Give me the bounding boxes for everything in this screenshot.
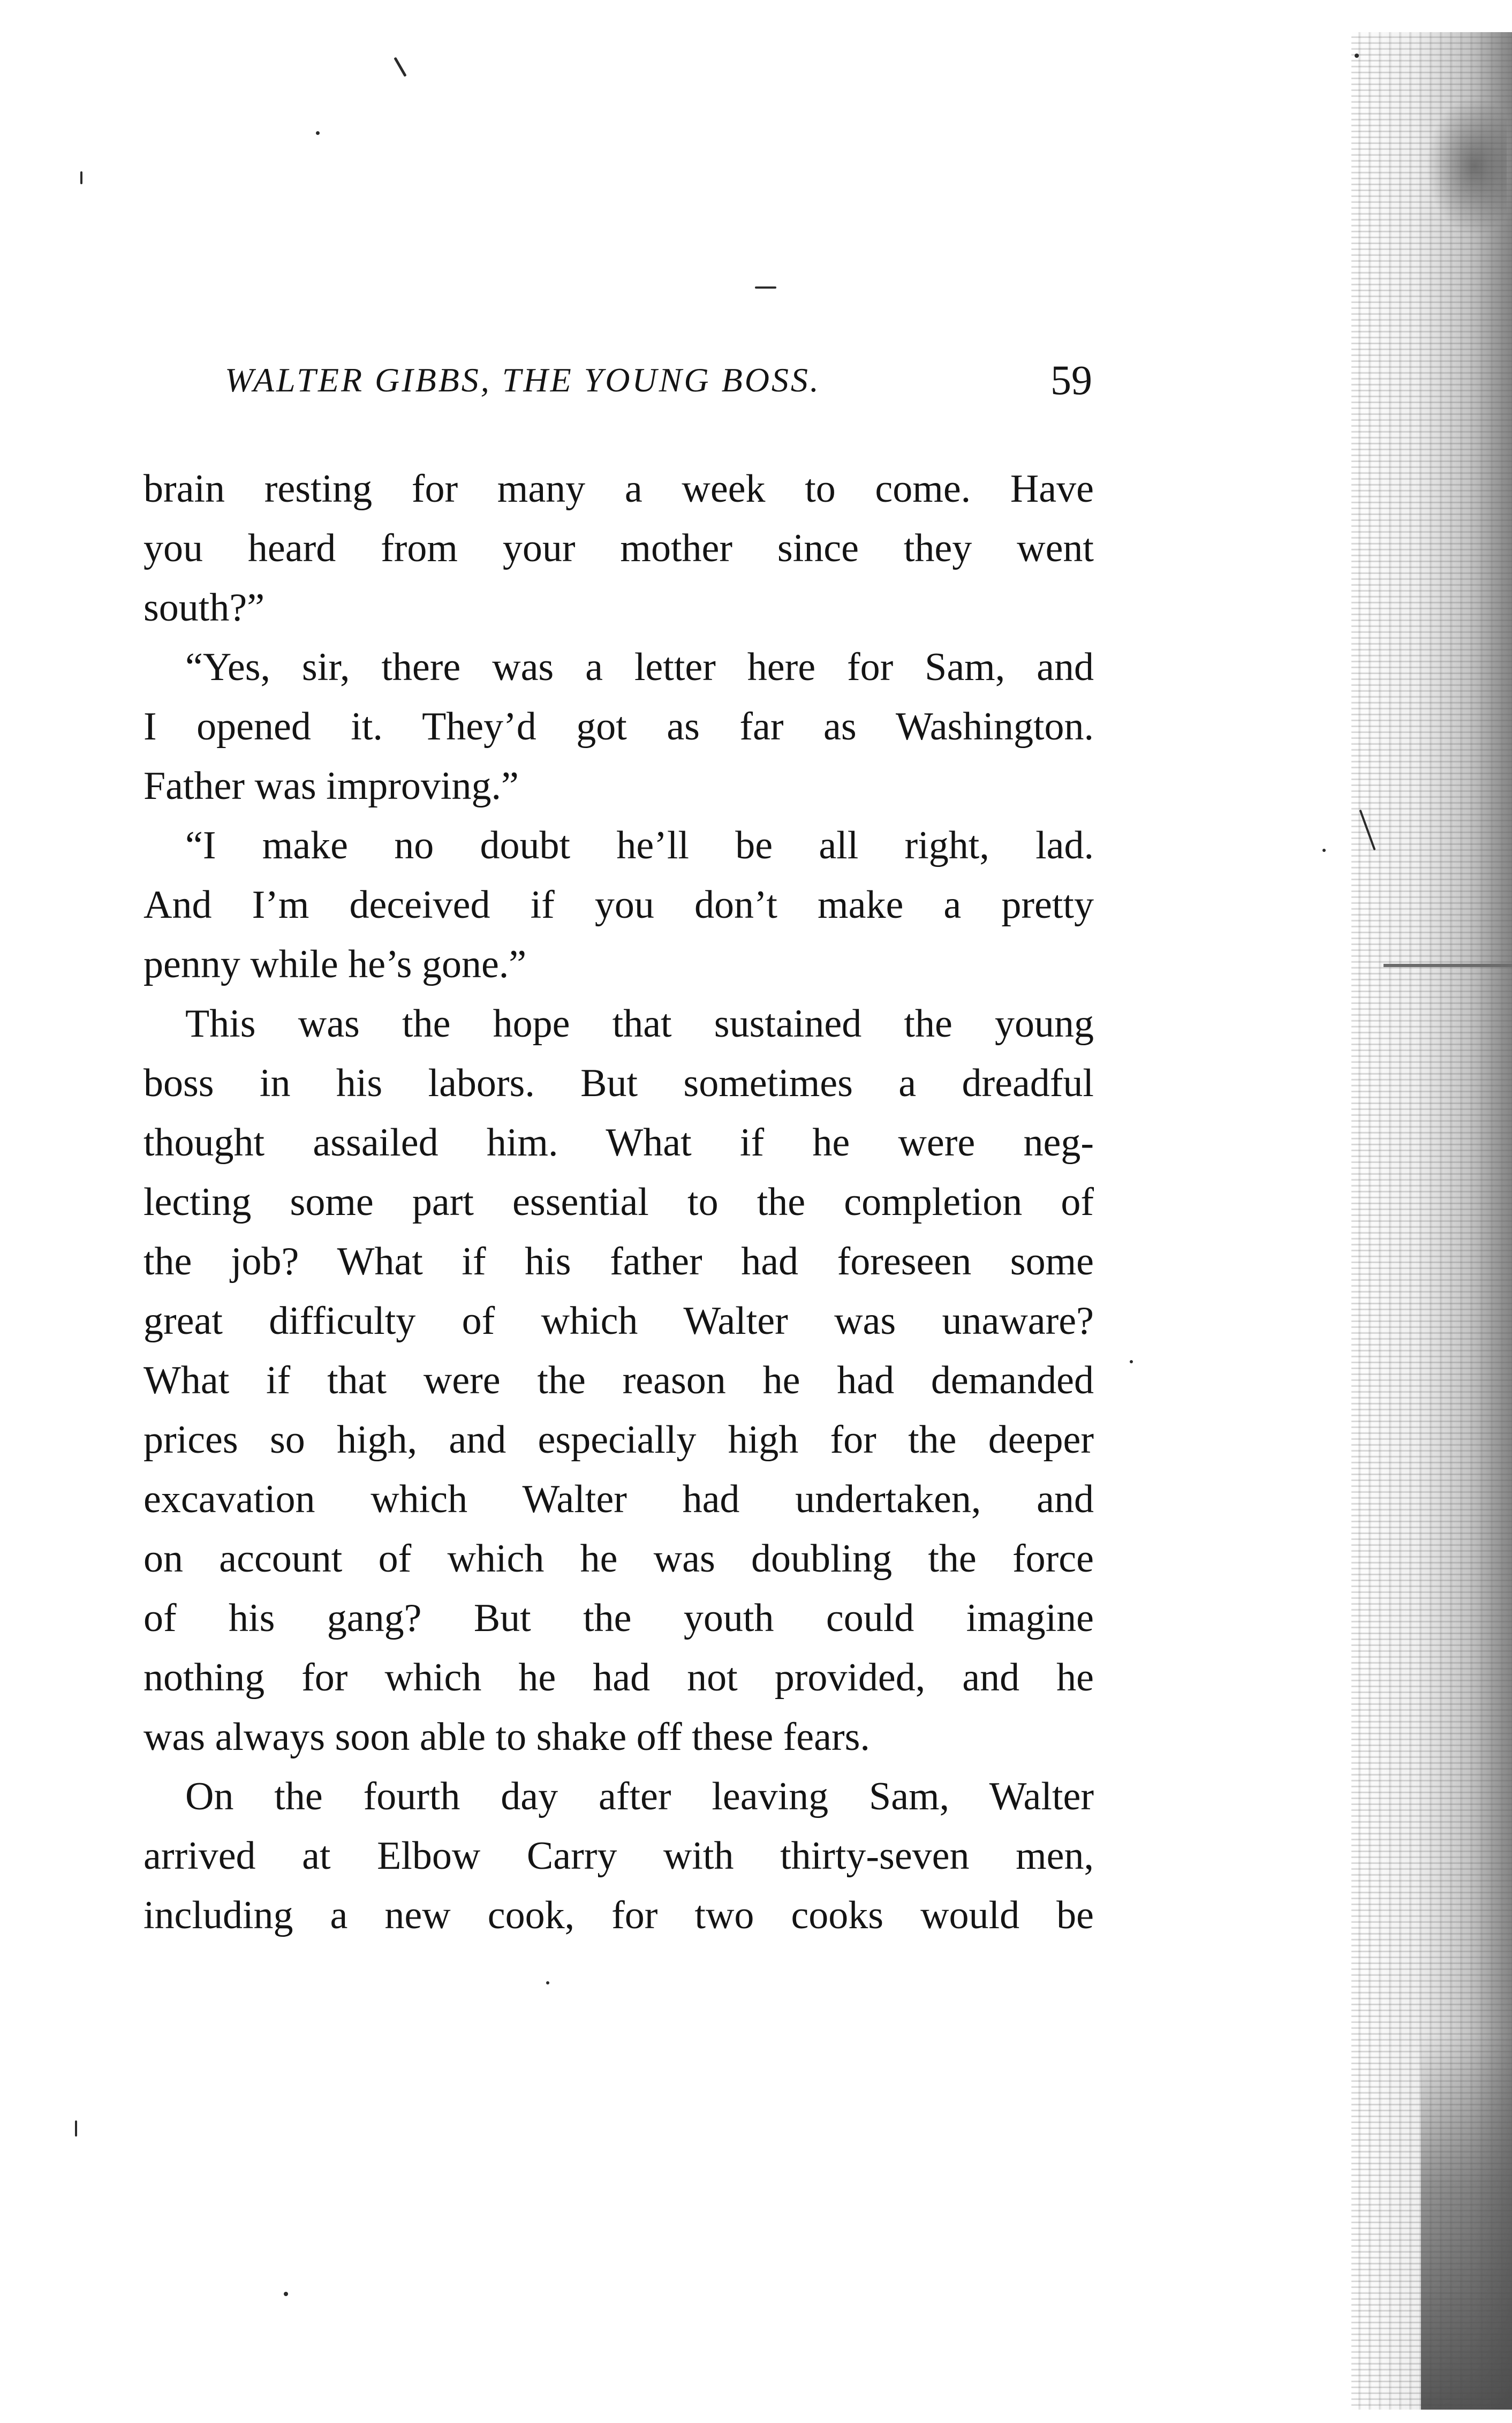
scan-speck xyxy=(1322,849,1326,852)
binding-shadow-top xyxy=(1426,96,1507,236)
scan-speck xyxy=(755,286,776,289)
text-line: on account of which he was doubling the force xyxy=(143,1537,1094,1581)
text-line: the job? What if his father had foreseen some xyxy=(143,1240,1094,1284)
text-line: excavation which Walter had undertaken, and xyxy=(143,1477,1094,1521)
text-line: including a new cook, for two cooks would be xyxy=(143,1893,1094,1937)
text-line: “Yes, sir, there was a letter here for Sam, and xyxy=(185,645,1094,689)
scan-speck xyxy=(1130,1360,1133,1363)
text-line: prices so high, and especially high for the deeper xyxy=(143,1418,1094,1462)
scan-speck xyxy=(284,2292,288,2296)
text-line: “I make no doubt he’ll be all right, lad. xyxy=(185,824,1094,867)
paragraph xyxy=(143,459,1094,638)
paragraph xyxy=(143,638,1094,816)
scan-speck xyxy=(316,131,320,135)
text-line: boss in his labors. But sometimes a dreadful xyxy=(143,1061,1094,1105)
scan-speck xyxy=(75,2120,77,2137)
binding-rule-mark xyxy=(1384,964,1512,967)
scan-speck xyxy=(394,57,406,77)
running-title: WALTER GIBBS, THE YOUNG BOSS. xyxy=(225,361,821,399)
binding-shadow-bottom xyxy=(1421,2035,1512,2410)
text-line: was always soon able to shake off these fears. xyxy=(143,1715,870,1759)
text-line: What if that were the reason he had demanded xyxy=(143,1358,1094,1402)
paragraph xyxy=(143,1767,1094,1945)
text-line: lecting some part essential to the completion of xyxy=(143,1180,1094,1224)
text-line: thought assailed him. What if he were neg- xyxy=(143,1121,1094,1165)
scan-speck xyxy=(1355,54,1359,58)
text-line: nothing for which he had not provided, and he xyxy=(143,1656,1094,1700)
text-line: And I’m deceived if you don’t make a pretty xyxy=(143,883,1094,927)
text-line: penny while he’s gone.” xyxy=(143,942,527,986)
text-line: of his gang? But the youth could imagine xyxy=(143,1596,1094,1640)
text-line: arrived at Elbow Carry with thirty-seven men, xyxy=(143,1834,1094,1878)
text-line: I opened it. They’d got as far as Washington. xyxy=(143,705,1094,749)
body-text xyxy=(143,459,1094,1945)
text-line: great difficulty of which Walter was unaware? xyxy=(143,1299,1094,1343)
scan-speck xyxy=(546,1981,549,1984)
page-number: 59 xyxy=(1050,357,1092,403)
text-line: south?” xyxy=(143,586,265,630)
paragraph xyxy=(143,994,1094,1767)
running-header xyxy=(225,356,1092,410)
scan-speck xyxy=(80,171,82,184)
text-line: you heard from your mother since they went xyxy=(143,526,1094,570)
text-line: Father was improving.” xyxy=(143,764,519,808)
text-line: brain resting for many a week to come. Have xyxy=(143,467,1094,511)
paragraph xyxy=(143,816,1094,994)
scanned-binding-edge xyxy=(1351,32,1512,2410)
text-line: On the fourth day after leaving Sam, Walter xyxy=(185,1775,1094,1818)
text-line: This was the hope that sustained the young xyxy=(185,1002,1094,1046)
